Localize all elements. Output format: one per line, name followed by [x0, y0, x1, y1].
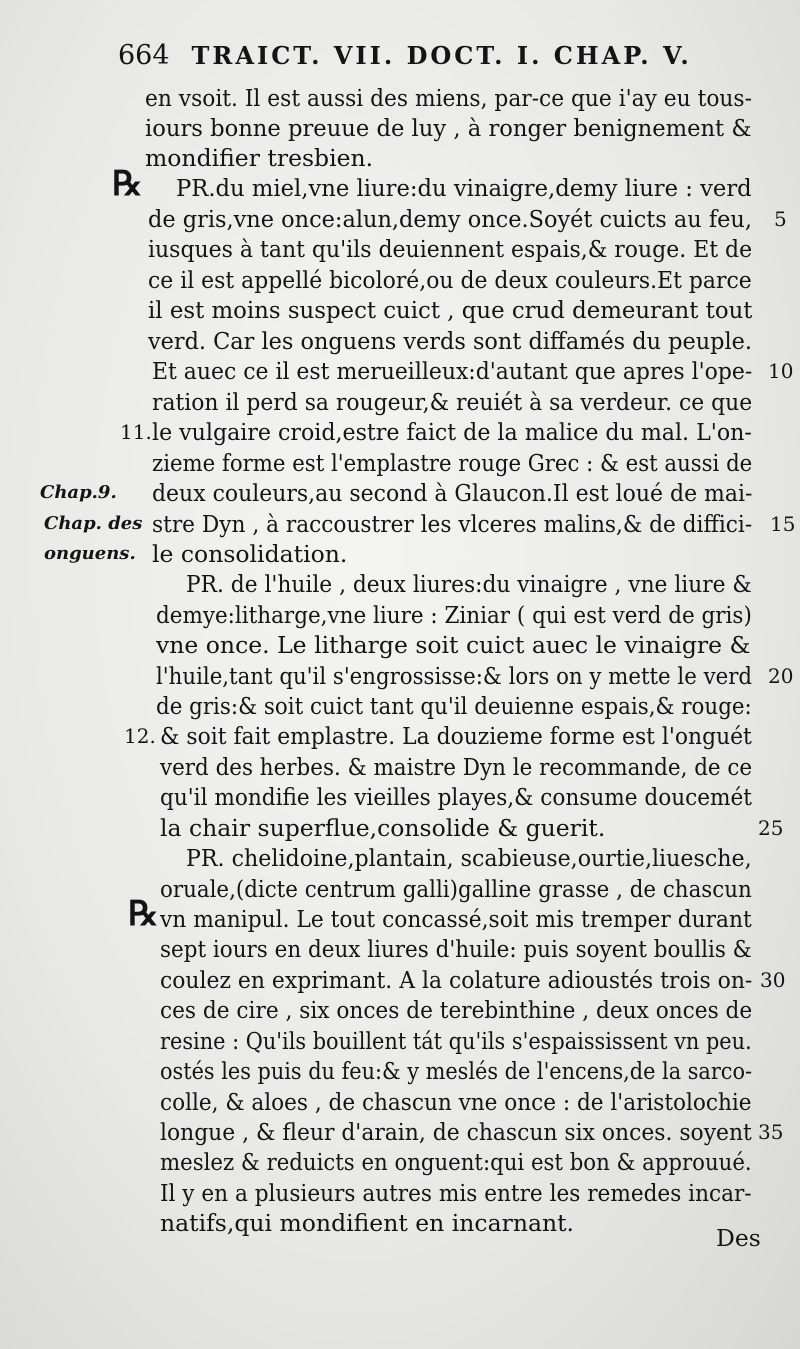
text-line: PR.du miel,vne liure:du vinaigre,demy liure : verd: [176, 174, 752, 202]
text-line: le vulgaire croid,estre faict de la malice du mal. L'on-: [152, 418, 752, 446]
text-line: en vsoit. Il est aussi des miens, par-ce que i'ay eu tous-: [145, 84, 752, 112]
text-line: de gris:& soit cuict tant qu'il deuienne espais,& rouge:: [156, 692, 752, 720]
text-line: iours bonne preuue de luy , à ronger benignement &: [145, 114, 752, 142]
text-line: sept iours en deux liures d'huile: puis soyent boullis &: [160, 935, 752, 963]
text-line: la chair superflue,consolide & guerit.: [160, 814, 606, 842]
page-number: 664: [118, 40, 170, 71]
text-line: vne once. Le litharge soit cuict auec le vinaigre &: [156, 631, 751, 659]
line-number: 15: [770, 512, 796, 536]
text-line: meslez & reduicts en onguent:qui est bon & approuué.: [160, 1148, 752, 1176]
text-line: PR. chelidoine,plantain, scabieuse,ourtie,liuesche,: [186, 844, 752, 872]
text-line: & soit fait emplastre. La douzieme forme est l'onguét: [160, 722, 752, 750]
text-line: demye:litharge,vne liure : Ziniar ( qui est verd de gris): [156, 601, 752, 629]
line-number: 5: [774, 207, 787, 231]
text-line: le consolidation.: [152, 540, 348, 568]
line-number: 20: [768, 664, 794, 688]
recipe-symbol-icon: ℞: [128, 894, 159, 934]
line-number: 30: [760, 968, 786, 992]
text-line: verd. Car les onguens verds sont diffamés du peuple.: [148, 327, 752, 355]
margin-note: onguens.: [44, 543, 136, 564]
text-line: Il y en a plusieurs autres mis entre les remedes incar-: [160, 1179, 752, 1207]
text-line: longue , & fleur d'arain, de chascun six onces. soyent: [160, 1118, 752, 1146]
text-line: de gris,vne once:alun,demy once.Soyét cuicts au feu,: [148, 205, 753, 233]
margin-note: Chap. des: [44, 513, 143, 534]
text-line: l'huile,tant qu'il s'engrossisse:& lors on y mette le verd: [156, 662, 753, 690]
text-line: iusques à tant qu'ils deuiennent espais,& rouge. Et de: [148, 235, 753, 263]
text-line: qu'il mondifie les vieilles playes,& consume doucemét: [160, 783, 753, 811]
running-header: [118, 40, 768, 76]
text-line: natifs,qui mondifient en incarnant.: [160, 1209, 575, 1237]
text-line: ostés les puis du feu:& y meslés de l'encens,de la sarco-: [160, 1057, 753, 1085]
text-line: il est moins suspect cuict , que crud demeurant tout: [148, 296, 753, 324]
line-number: 25: [758, 816, 784, 840]
running-title: TRAICT. VII. DOCT. I. CHAP. V.: [191, 41, 692, 70]
section-number: 12.: [124, 724, 156, 748]
text-line: verd des herbes. & maistre Dyn le recommande, de ce: [160, 753, 753, 781]
text-line: ration il perd sa rougeur,& reuiét à sa verdeur. ce que: [152, 388, 753, 416]
text-line: coulez en exprimant. A la colature adioustés trois on-: [160, 966, 753, 994]
text-line: zieme forme est l'emplastre rouge Grec : & est aussi de: [152, 449, 753, 477]
text-line: Et auec ce il est merueilleux:d'autant que apres l'ope-: [152, 357, 753, 385]
text-line: colle, & aloes , de chascun vne once : de l'aristolochie: [160, 1088, 752, 1116]
text-line: ces de cire , six onces de terebinthine , deux onces de: [160, 996, 753, 1024]
margin-note: Chap.9.: [40, 482, 117, 503]
text-line: PR. de l'huile , deux liures:du vinaigre , vne liure &: [186, 570, 752, 598]
text-line: deux couleurs,au second à Glaucon.Il est loué de mai-: [152, 479, 753, 507]
text-line: mondifier tresbien.: [145, 144, 374, 172]
text-line: stre Dyn , à raccoustrer les vlceres malins,& de diffici-: [152, 510, 753, 538]
catchword: Des: [716, 1224, 761, 1252]
line-number: 10: [768, 359, 794, 383]
text-line: oruale,(dicte centrum galli)galline grasse , de chascun: [160, 875, 752, 903]
line-number: 35: [758, 1120, 784, 1144]
text-line: ce il est appellé bicoloré,ou de deux couleurs.Et parce: [148, 266, 752, 294]
recipe-symbol-icon: ℞: [112, 164, 143, 204]
text-line: vn manipul. Le tout concassé,soit mis tremper durant: [160, 905, 752, 933]
text-line: resine : Qu'ils bouillent tát qu'ils s'espaississent vn peu.: [160, 1027, 752, 1055]
section-number: 11.: [120, 420, 152, 444]
